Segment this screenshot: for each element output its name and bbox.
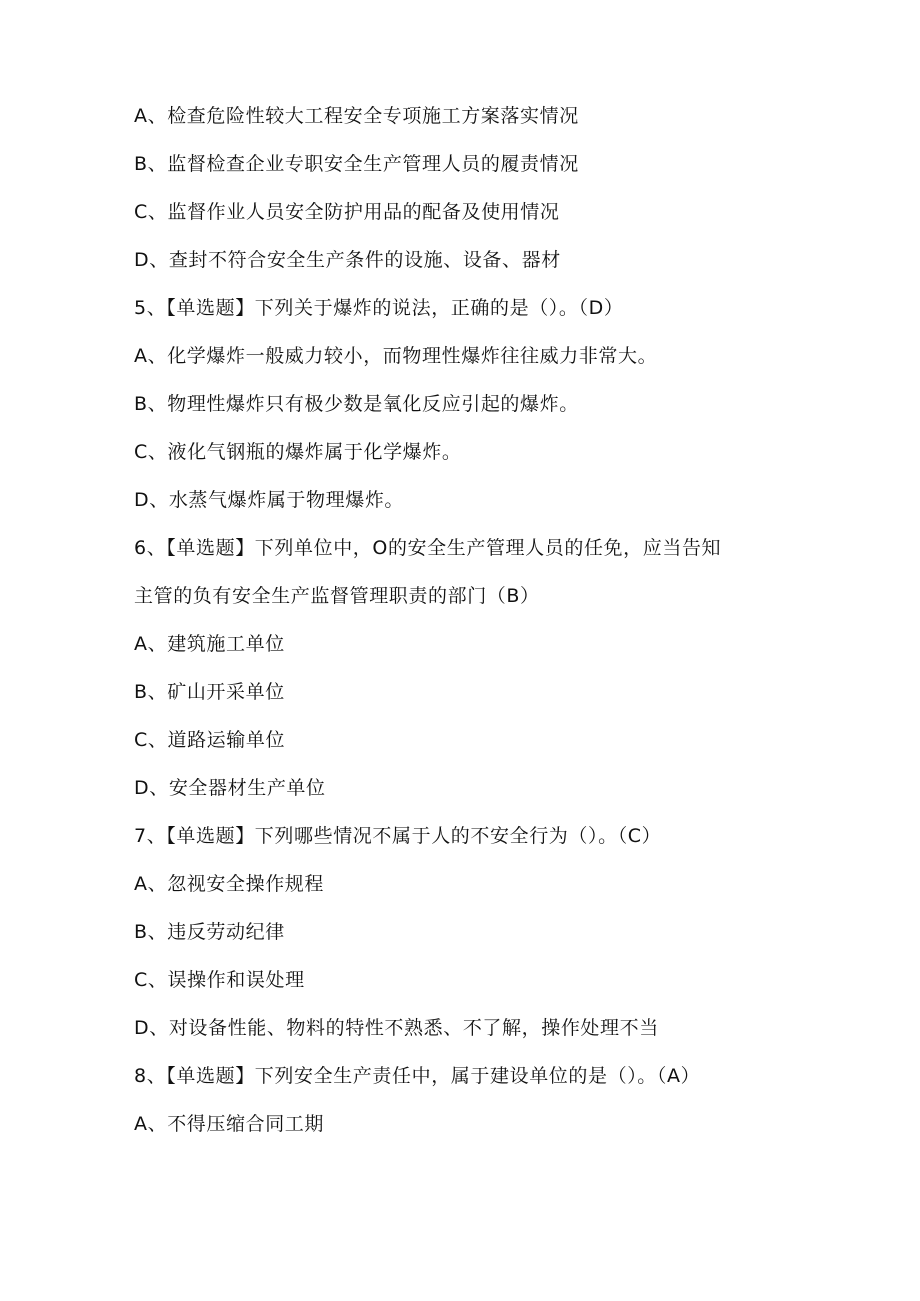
question-line: 5、【单选题】下列关于爆炸的说法，正确的是（）。（D） <box>134 297 624 319</box>
option-line: D、水蒸气爆炸属于物理爆炸。 <box>134 489 405 511</box>
option-line: D、查封不符合安全生产条件的设施、设备、器材 <box>134 249 561 271</box>
option-line: C、道路运输单位 <box>134 729 286 751</box>
option-line: C、液化气钢瓶的爆炸属于化学爆炸。 <box>134 441 462 463</box>
option-line: D、安全器材生产单位 <box>134 777 326 799</box>
option-line: D、对设备性能、物料的特性不熟悉、不了解，操作处理不当 <box>134 1017 659 1039</box>
option-line: C、监督作业人员安全防护用品的配备及使用情况 <box>134 201 560 223</box>
document-body <box>134 92 784 1148</box>
option-line: A、不得压缩合同工期 <box>134 1113 324 1135</box>
option-line: A、化学爆炸一般威力较小，而物理性爆炸往往威力非常大。 <box>134 345 658 367</box>
question-line: 6、【单选题】下列单位中，O的安全生产管理人员的任免，应当告知 <box>134 537 722 559</box>
question-line: 7、【单选题】下列哪些情况不属于人的不安全行为（）。（C） <box>134 825 662 847</box>
option-line: B、矿山开采单位 <box>134 681 285 703</box>
option-line: A、忽视安全操作规程 <box>134 873 324 895</box>
question-continuation-line: 主管的负有安全生产监督管理职责的部门（B） <box>134 585 540 607</box>
question-line: 8、【单选题】下列安全生产责任中，属于建设单位的是（）。（A） <box>134 1065 701 1087</box>
option-line: A、建筑施工单位 <box>134 633 285 655</box>
option-line: C、误操作和误处理 <box>134 969 305 991</box>
option-line: B、物理性爆炸只有极少数是氧化反应引起的爆炸。 <box>134 393 579 415</box>
option-line: B、监督检查企业专职安全生产管理人员的履责情况 <box>134 153 579 175</box>
option-line: B、违反劳动纪律 <box>134 921 285 943</box>
option-line: A、检查危险性较大工程安全专项施工方案落实情况 <box>134 105 579 127</box>
